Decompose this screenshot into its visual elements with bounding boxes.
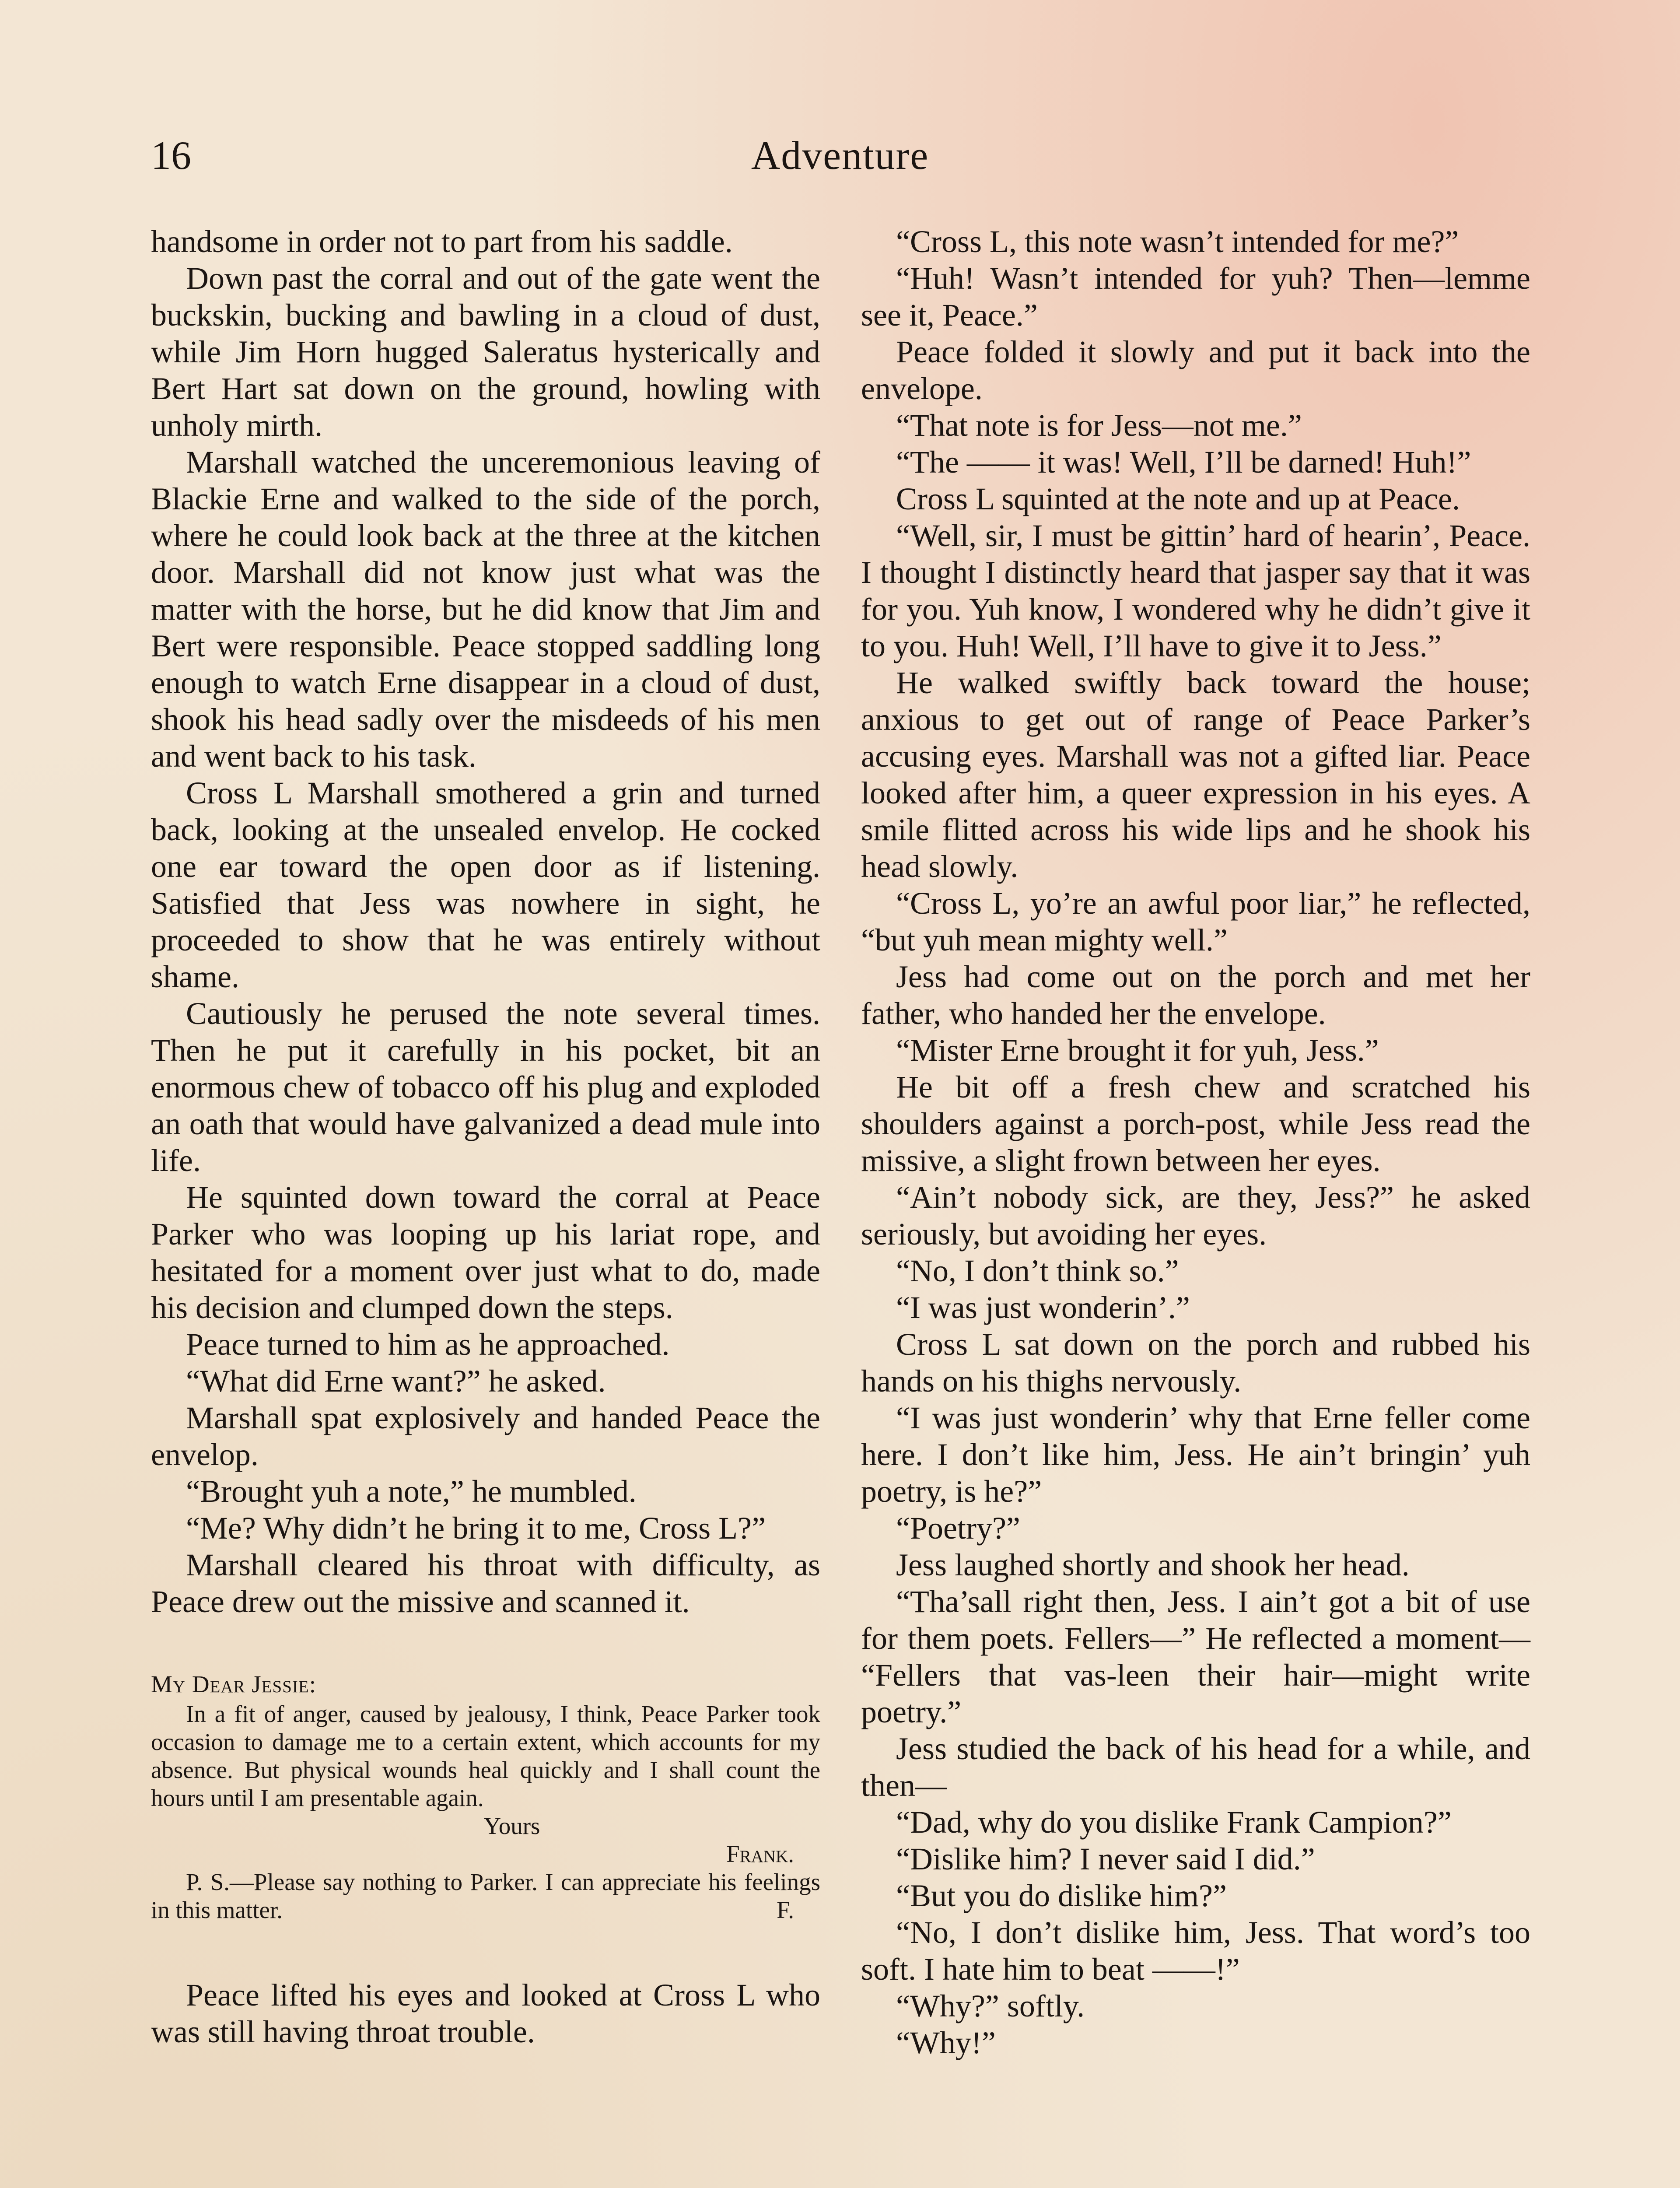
- page-number: 16: [151, 133, 191, 178]
- paragraph: “Well, sir, I must be gittin’ hard of hearin’, Peace. I thought I distinctly heard that jasper say that it was for you. Yuh know, I wondered why he didn’t give it to you. Huh! Well, I’ll have to give it to Jess.”: [861, 518, 1530, 663]
- paragraph: “That note is for Jess—not me.”: [896, 408, 1302, 443]
- page-header: [0, 131, 1680, 179]
- paragraph: Marshall cleared his throat with difficulty, as Peace drew out the missive and scanned it.: [151, 1547, 820, 1619]
- paragraph: Down past the corral and out of the gate went the buckskin, bucking and bawling in a cloud of dust, while Jim Horn hugged Saleratus hysterically and Bert Hart sat down on the ground, howling with unholy mirth.: [151, 261, 820, 443]
- paragraph: “Cross L, yo’re an awful poor liar,” he reflected, “but yuh mean mighty well.”: [861, 886, 1530, 957]
- paragraph: “I was just wonderin’.”: [896, 1290, 1190, 1325]
- paragraph: “I was just wonderin’ why that Erne feller come here. I don’t like him, Jess. He ain’t bringin’ yuh poetry, is he?”: [861, 1400, 1530, 1509]
- letter-postscript: P. S.—Please say nothing to Parker. I can appreciate his feelings in this matter.: [151, 1869, 820, 1923]
- running-title: Adventure: [751, 133, 929, 178]
- paragraph: Jess studied the back of his head for a while, and then—: [861, 1731, 1530, 1803]
- paragraph: “Cross L, this note wasn’t intended for me?”: [896, 224, 1459, 259]
- paragraph: He walked swiftly back toward the house; anxious to get out of range of Peace Parker’s accusing eyes. Marshall was not a gifted liar. Peace looked after him, a queer expression in his eyes. A smile flitted across his wide lips and he shook his head slowly.: [861, 665, 1530, 884]
- paragraph: “Brought yuh a note,” he mumbled.: [186, 1474, 637, 1509]
- letter-closing: Yours: [483, 1813, 540, 1839]
- paragraph: handsome in order not to part from his saddle.: [151, 224, 733, 259]
- paragraph: “Ain’t nobody sick, are they, Jess?” he asked seriously, but avoiding her eyes.: [861, 1180, 1530, 1252]
- paragraph: “Dislike him? I never said I did.”: [896, 1841, 1315, 1876]
- paragraph: Cross L squinted at the note and up at Peace.: [896, 481, 1460, 516]
- paragraph: “Dad, why do you dislike Frank Campion?”: [896, 1805, 1452, 1840]
- paragraph: Peace lifted his eyes and looked at Cross L who was still having throat trouble.: [151, 1978, 820, 2049]
- paragraph: Marshall spat explosively and handed Peace the envelop.: [151, 1400, 820, 1472]
- paragraph: “Why?” softly.: [896, 1988, 1085, 2023]
- right-column: [861, 223, 1530, 2061]
- letter-salutation: My Dear Jessie:: [151, 1671, 316, 1697]
- paragraph: “The —— it was! Well, I’ll be darned! Huh!”: [896, 445, 1471, 480]
- paragraph: “Huh! Wasn’t intended for yuh? Then—lemme see it, Peace.”: [861, 261, 1530, 333]
- paragraph: He bit off a fresh chew and scratched his shoulders against a porch-post, while Jess read the missive, a slight frown between her eyes.: [861, 1069, 1530, 1178]
- paragraph: “Me? Why didn’t he bring it to me, Cross L?”: [186, 1511, 766, 1546]
- left-column: [151, 223, 820, 2050]
- paragraph: “No, I don’t dislike him, Jess. That word’s too soft. I hate him to beat ——!”: [861, 1915, 1530, 1987]
- paragraph: “Tha’sall right then, Jess. I ain’t got a bit of use for them poets. Fellers—” He reflected a moment— “Fellers that vas-leen their hair—might write poetry.”: [861, 1584, 1530, 1729]
- paragraph: “Mister Erne brought it for yuh, Jess.”: [896, 1033, 1379, 1068]
- paragraph: “What did Erne want?” he asked.: [186, 1364, 606, 1399]
- letter-signature: Frank.: [726, 1841, 794, 1867]
- paragraph: Cautiously he perused the note several times. Then he put it carefully in his pocket, bit an enormous chew of tobacco off his plug and exploded an oath that would have galvanized a dead mule into life.: [151, 996, 820, 1178]
- paragraph: “But you do dislike him?”: [896, 1878, 1227, 1913]
- paragraph: Jess laughed shortly and shook her head.: [896, 1547, 1410, 1582]
- letter-postscript-initial: F.: [777, 1897, 794, 1923]
- paragraph: Peace turned to him as he approached.: [186, 1327, 670, 1362]
- paragraph: Peace folded it slowly and put it back into the envelope.: [861, 334, 1530, 406]
- letter-body: In a fit of anger, caused by jealousy, I think, Peace Parker took occasion to damage me to a certain extent, which accounts for my absence. But physical wounds heal quickly and I shall count the hours until I am presentable again.: [151, 1701, 820, 1811]
- paragraph: “No, I don’t think so.”: [896, 1253, 1179, 1288]
- letter: [151, 1670, 820, 1924]
- paragraph: “Poetry?”: [896, 1511, 1020, 1546]
- paragraph: Cross L Marshall smothered a grin and turned back, looking at the unsealed envelop. He cocked one ear toward the open door as if listening. Satisfied that Jess was nowhere in sight, he proceeded to show that he was entirely without shame.: [151, 775, 820, 994]
- paragraph: “Why!”: [896, 2025, 996, 2060]
- paragraph: He squinted down toward the corral at Peace Parker who was looping up his lariat rope, and hesitated for a moment over just what to do, made his decision and clumped down the steps.: [151, 1180, 820, 1325]
- paragraph: Marshall watched the unceremonious leaving of Blackie Erne and walked to the side of the porch, where he could look back at the three at the kitchen door. Marshall did not know just what was the matter with the horse, but he did know that Jim and Bert were responsible. Peace stopped saddling long enough to watch Erne disappear in a cloud of dust, shook his head sadly over the misdeeds of his men and went back to his task.: [151, 445, 820, 774]
- paragraph: Cross L sat down on the porch and rubbed his hands on his thighs nervously.: [861, 1327, 1530, 1399]
- paragraph: Jess had come out on the porch and met her father, who handed her the envelope.: [861, 959, 1530, 1031]
